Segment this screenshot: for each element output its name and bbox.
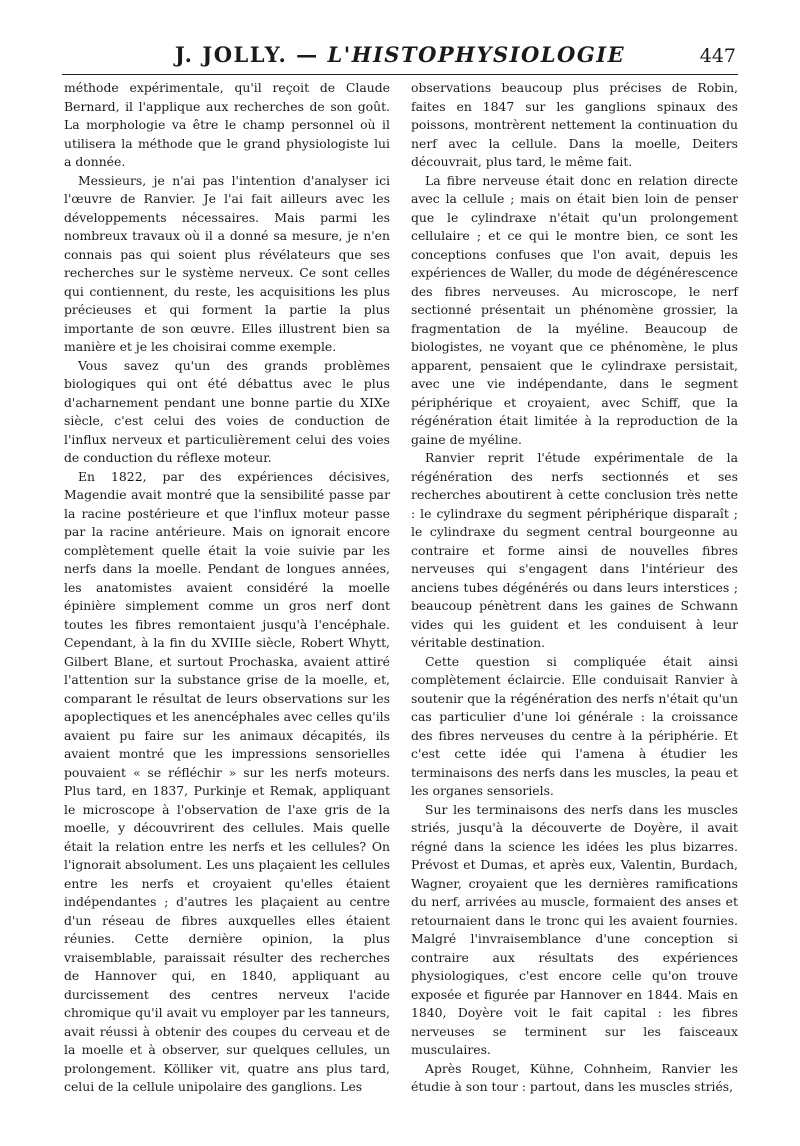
paragraph: Sur les terminaisons des nerfs dans les muscles striés, jusqu'à la découverte de Doyère, il avait régné dans la science les idées les plus bizarres. Prévost et Dumas, et après eux, Valentin, Burdach, Wagner, croyaient que les dernières ramifications du nerf, arrivées au muscle, formaient des anses et retournaient dans le tronc qui les avaient fournies. Malgré l'invraisemblance d'une conception si contraire aux résultats des expériences physiologiques, c'est encore celle qu'on trouve exposée et figurée par Hannover en 1844. Mais en 1840, Doyère voit le fait capital : les fibres nerveuses se terminent sur les faisceaux musculaires. <box>411 801 738 1057</box>
page-number: 447 <box>699 45 736 67</box>
right-column <box>411 79 738 1097</box>
paragraph: méthode expérimentale, qu'il reçoit de Claude Bernard, il l'applique aux recherches de son goût. La morphologie va être le champ personnel où il utilisera la méthode que le grand physiologiste lui a donnée. <box>64 80 390 169</box>
paragraph: Cette question si compliquée était ainsi complètement éclaircie. Elle conduisait Ranvier à soutenir que la régénération des nerfs n'était qu'un cas particulier d'une loi générale : la croissance des fibres nerveuses du centre à la périphérie. Et c'est cette idée qui l'amena à étudier les terminaisons des nerfs dans les muscles, la peau et les organes sensoriels. <box>411 653 738 798</box>
paragraph: Après Rouget, Kühne, Cohnheim, Ranvier les étudie à son tour : partout, dans les muscles striés, <box>411 1060 738 1094</box>
paragraph: La fibre nerveuse était donc en relation directe avec la cellule ; mais on était bien loin de penser que le cylindraxe n'était qu'un prolongement cellulaire ; et ce qui le montre bien, ce sont les conceptions confuses que l'on avait, depuis les expériences de Waller, du mode de dégénérescence des fibres nerveuses. Au microscope, le nerf sectionné présentait un phénomène grossier, la fragmentation de la myéline. Beaucoup de biologistes, ne voyant que ce phénomène, le plus apparent, pensaient que le cylindraxe persistait, avec une vie indépendante, dans le segment périphérique et croyaient, avec Schiff, que la régénération était limitée à la reproduction de la gaine de myéline. <box>411 172 738 447</box>
paragraph: Messieurs, je n'ai pas l'intention d'analyser ici l'œuvre de Ranvier. Je l'ai fait ailleurs avec les développements nécessaires. Mais parmi les nombreux travaux où il a donné sa mesure, je n'en connais pas qui soient plus révélateurs que ses recherches sur le système nerveux. Ce sont celles qui contiennent, du reste, les acquisitions les plus précieuses et qui forment la partie la plus importante de son œuvre. Elles illustrent bien sa manière et je les choisirai comme exemple. <box>64 172 390 354</box>
left-column <box>64 79 390 1097</box>
paragraph: Vous savez qu'un des grands problèmes biologiques qui ont été débattus avec le plus d'acharnement pendant une bonne partie du XIXe siècle, c'est celui des voies de conduction de l'influx nerveux et particulièrement celui des voies de conduction du réflexe moteur. <box>64 357 390 465</box>
paragraph: observations beaucoup plus précises de Robin, faites en 1847 sur les ganglions spinaux des poissons, montrèrent nettement la continuation du nerf avec la cellule. Dans la moelle, Deiters découvrait, plus tard, le même fait. <box>411 80 738 169</box>
running-head-author: J. JOLLY. — <box>174 42 328 67</box>
page-header <box>62 38 738 75</box>
running-head-title: L'HISTOPHYSIOLOGIE <box>327 42 626 67</box>
running-head <box>62 42 738 67</box>
paragraph: Ranvier reprit l'étude expérimentale de la régénération des nerfs sectionnés et ses recherches aboutirent à cette conclusion très nette : le cylindraxe du segment périphérique disparaît ; le cylindraxe du segment central bourgeonne au contraire et forme ainsi de nouvelles fibres nerveuses qui s'engagent dans l'intérieur des anciens tubes dégénérés ou dans leurs interstices ; beaucoup pénètrent dans les gaines de Schwann vides qui les guident et les conduisent à leur véritable destination. <box>411 450 738 650</box>
paragraph: En 1822, par des expériences décisives, Magendie avait montré que la sensibilité passe par la racine postérieure et que l'influx moteur passe par la racine antérieure. Mais on ignorait encore complètement quelle était la voie suivie par les nerfs dans la moelle. Pendant de longues années, les anatomistes avaient considéré la moelle épinière simplement comme un gros nerf dont toutes les fibres remontaient jusqu'à l'encéphale. Cependant, à la fin du XVIIIe siècle, Robert Whytt, Gilbert Blane, et surtout Prochaska, avaient attiré l'attention sur la substance grise de la moelle, et, comparant le résultat de leurs observations sur les apoplectiques et les anencéphales avec celles qu'ils avaient pu faire sur les animaux décapités, ils avaient montré que les impressions sensorielles pouvaient « se réfléchir » sur les nerfs moteurs. Plus tard, en 1837, Purkinje et Remak, appliquant le microscope à l'observation de l'axe gris de la moelle, y découvrirent des cellules. Mais quelle était la relation entre les nerfs et les cellules? On l'ignorait absolument. Les uns plaçaient les cellules entre les nerfs et croyaient qu'elles étaient indépendantes ; d'autres les plaçaient au centre d'un réseau de fibres auxquelles elles étaient réunies. Cette dernière opinion, la plus vraisemblable, paraissait résulter des recherches de Hannover qui, en 1840, appliquant au durcissement des centres nerveux l'acide chromique qu'il avait vu employer par les tanneurs, avait réussi à obtenir des coupes du cerveau et de la moelle et à observer, sur quelques cellules, un prolongement. Kölliker vit, quatre ans plus tard, celui de la cellule unipolaire des ganglions. Les <box>64 468 390 1094</box>
